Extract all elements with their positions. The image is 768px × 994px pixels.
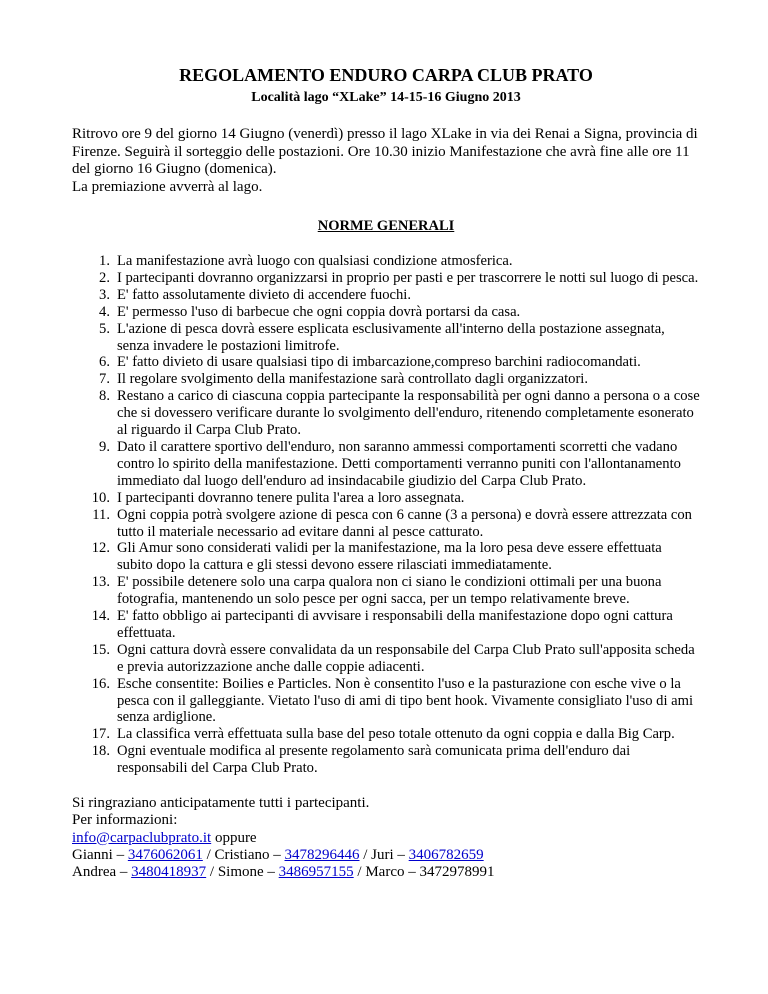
rule-number: 12.: [91, 540, 110, 557]
rule-text: E' fatto obbligo ai partecipanti di avvisare i responsabili della manifestazione dopo ogni cattura effettuata.: [117, 608, 673, 641]
contact-label: / Simone –: [206, 863, 279, 880]
rule-text: E' permesso l'uso di barbecue che ogni coppia dovrà portarsi da casa.: [117, 303, 521, 320]
rule-item: [72, 608, 700, 642]
contact-label: Andrea –: [72, 863, 132, 880]
rule-number: 17.: [91, 726, 110, 743]
rule-number: 1.: [99, 253, 110, 269]
rule-item: [72, 304, 700, 321]
rule-number: 2.: [99, 269, 110, 286]
rule-number: 11.: [92, 506, 110, 523]
phone-link-cristiano[interactable]: 3478296446: [284, 846, 360, 863]
rule-number: 6.: [99, 354, 110, 371]
rule-number: 7.: [99, 371, 110, 388]
phone-link-juri[interactable]: 3406782659: [408, 846, 484, 863]
document-page: [72, 64, 700, 881]
rule-number: 18.: [91, 743, 110, 760]
rule-item: [72, 574, 700, 608]
rule-text: La classifica verrà effettuata sulla base del peso totale ottenuto da ogni coppia e dalla Big Carp.: [117, 726, 675, 743]
rule-item: [72, 287, 700, 304]
rule-text: Il regolare svolgimento della manifestazione sarà controllato dagli organizzatori.: [117, 371, 589, 388]
email-line: [72, 830, 700, 847]
contacts-line-1: [72, 847, 700, 864]
contact-label: Gianni –: [72, 846, 128, 863]
thanks-text: Si ringraziano anticipatamente tutti i partecipanti.: [72, 795, 370, 812]
rule-item: [72, 439, 700, 490]
contact-label: / Cristiano –: [202, 846, 285, 863]
info-label: Per informazioni:: [72, 812, 178, 829]
rule-number: 10.: [91, 489, 110, 506]
intro-paragraph: La premiazione avverrà al lago.: [72, 178, 263, 195]
rule-text: Esche consentite: Boilies e Particles. Non è consentito l'uso e la pasturazione con esche vive o la pesca con il galleggiante. Vietato l'uso di ami di tipo bent hook. Vivamente consigliato l'uso di ami senza ardiglione.: [117, 675, 694, 726]
rule-number: 3.: [99, 286, 110, 303]
intro-section: [72, 126, 700, 196]
phone-link-gianni[interactable]: 3476062061: [127, 846, 203, 863]
rule-item: [72, 676, 700, 727]
rule-number: 9.: [99, 438, 110, 455]
contact-label: / Marco – 3472978991: [353, 863, 495, 880]
rule-item: [72, 540, 700, 574]
phone-link-simone[interactable]: 3486957155: [278, 863, 354, 880]
document-subtitle: Località lago “XLake” 14-15-16 Giugno 2013: [251, 90, 521, 105]
phone-link-andrea[interactable]: 3480418937: [131, 863, 207, 880]
section-title: NORME GENERALI: [317, 218, 455, 234]
rule-item: [72, 743, 700, 777]
rule-number: 13.: [91, 574, 110, 591]
rule-number: 15.: [91, 641, 110, 658]
rule-item: [72, 253, 700, 270]
rule-item: [72, 388, 700, 439]
rule-item: [72, 642, 700, 676]
rule-text: E' fatto assolutamente divieto di accendere fuochi.: [117, 286, 411, 303]
rule-item: [72, 354, 700, 371]
rule-text: I partecipanti dovranno organizzarsi in proprio per pasti e per trascorrere le notti sul luogo di pesca.: [117, 269, 699, 286]
rule-text: Ogni eventuale modifica al presente regolamento sarà comunicata prima dell'enduro dai responsabili del Carpa Club Prato.: [117, 743, 631, 777]
rule-text: Dato il carattere sportivo dell'enduro, non saranno ammessi comportamenti scorretti che vadano contro lo spirito della manifestazione. Detti comportamenti verranno puniti con l'allontanamento immediato dal luogo dell'enduro ad insindacabile giudizio del Carpa Club Prato.: [117, 438, 681, 489]
rule-item: [72, 507, 700, 541]
rule-item: [72, 371, 700, 388]
rule-text: I partecipanti dovranno tenere pulita l'area a loro assegnata.: [117, 489, 465, 506]
rule-text: L'azione di pesca dovrà essere esplicata esclusivamente all'interno della postazione assegnata, senza invadere le postazioni limitrofe.: [117, 320, 665, 354]
rule-number: 4.: [99, 303, 110, 320]
rules-list: [72, 253, 700, 777]
email-suffix: oppure: [211, 829, 257, 846]
document-title: REGOLAMENTO ENDURO CARPA CLUB PRATO: [179, 65, 593, 85]
rule-text: Ogni cattura dovrà essere convalidata da un responsabile del Carpa Club Prato sull'apposita scheda e previa autorizzazione anche dalle coppie adiacenti.: [117, 641, 695, 675]
rule-number: 8.: [99, 388, 110, 405]
footer-section: [72, 795, 700, 881]
rule-text: E' possibile detenere solo una carpa qualora non ci siano le condizioni ottimali per una buona fotografia, mantenendo un solo pesce per ogni sacca, per un tempo relativamente breve.: [117, 574, 662, 608]
rule-text: E' fatto divieto di usare qualsiasi tipo di imbarcazione,compreso barchini radiocomandati.: [117, 354, 641, 371]
rule-number: 14.: [91, 608, 110, 625]
rule-text: Gli Amur sono considerati validi per la manifestazione, ma la loro pesa deve essere effettuata subito dopo la cattura e gli stessi devono essere rilasciati immediatamente.: [117, 540, 662, 574]
rule-item: [72, 726, 700, 743]
rule-item: [72, 270, 700, 287]
rule-text: Ogni coppia potrà svolgere azione di pesca con 6 canne (3 a persona) e dovrà essere attrezzata con tutto il materiale necessario ad evitare danni al pesce catturato.: [117, 506, 692, 540]
email-link[interactable]: info@carpaclubprato.it: [72, 829, 212, 846]
rule-number: 5.: [99, 320, 110, 337]
rule-item: [72, 490, 700, 507]
rule-text: La manifestazione avrà luogo con qualsiasi condizione atmosferica.: [117, 253, 513, 269]
contacts-line-2: [72, 864, 700, 881]
contact-label: / Juri –: [359, 846, 409, 863]
rule-number: 16.: [91, 675, 110, 692]
rule-text: Restano a carico di ciascuna coppia partecipante la responsabilità per ogni danno a persona o a cose che si dovessero verificare durante lo svolgimento dell'enduro, ritenendo completamente esonerato al riguardo il Carpa Club Prato.: [117, 388, 700, 439]
intro-paragraph: Ritrovo ore 9 del giorno 14 Giugno (venerdì) presso il lago XLake in via dei Renai a Signa, provincia di Firenze. Seguirà il sorteggio delle postazioni. Ore 10.30 inizio Manifestazione che avrà fine alle ore 11 del giorno 16 Giugno (domenica).: [72, 126, 698, 177]
rule-item: [72, 321, 700, 355]
